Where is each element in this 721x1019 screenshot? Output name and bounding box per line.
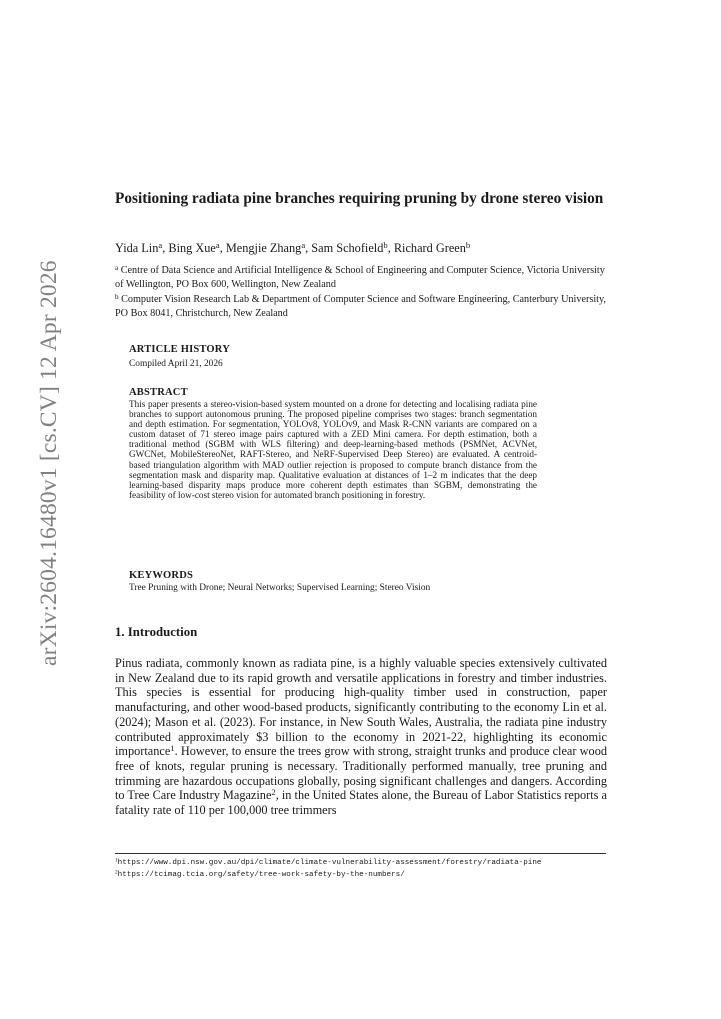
affiliation-b — [115, 293, 610, 320]
author-name: Bing Xue — [168, 241, 216, 255]
paragraph-text: . However, to ensure the trees grow with strong, straight trunks and produce clear wood free of knots, regular pruning is necessary. Traditionally performed manually, tree pruning and trimming are hazardous occupations globally, posing significant challenges and dangers. According to Tree Care Industry Magazine — [115, 744, 607, 803]
affiliation-a — [115, 264, 610, 291]
affiliation-text: Centre of Data Science and Artificial Intelligence & School of Engineering and Computer Science, Victoria University of Wellington, PO Box 600, Wellington, New Zealand — [115, 265, 605, 290]
author-name: Yida Lin — [115, 241, 159, 255]
affiliation-mark: a — [115, 263, 119, 272]
author-affiliation-mark: a — [158, 240, 163, 251]
footnote-url[interactable]: https://tcimag.tcia.org/safety/tree-work-safety-by-the-numbers/ — [117, 871, 405, 879]
author-name: Sam Schofield — [311, 241, 384, 255]
footnote-reference[interactable]: 2 — [271, 787, 276, 798]
author-affiliation-mark: b — [465, 240, 471, 251]
abstract-text: This paper presents a stereo-vision-based system mounted on a drone for detecting and localising radiata pine branches to support autonomous pruning. The proposed pipeline comprises two stages: branch segmentation and depth estimation. For segmentation, YOLOv8, YOLOv9, and Mask R-CNN variants are compared on a custom dataset of 71 stereo image pairs captured with a ZED Mini camera. For depth estimation, both a traditional method (SGBM with WLS filtering) and deep-learning-based methods (PSMNet, ACVNet, GWCNet, MobileStereoNet, RAFT-Stereo, and NeRF-Supervised Deep Stereo) are evaluated. A centroid-based triangulation algorithm with MAD outlier rejection is proposed to compute branch distance from the segmentation mask and disparity map. Qualitative evaluation at distances of 1–2 m indicates that the deep learning-based disparity maps produce more coherent depth estimates than SGBM, demonstrating the feasibility of low-cost stereo vision for automated branch positioning in forestry. — [129, 399, 537, 500]
affiliation-mark: b — [115, 292, 119, 301]
compiled-date: Compiled April 21, 2026 — [129, 359, 223, 369]
author-name: Richard Green — [393, 241, 466, 255]
author-name: Mengjie Zhang — [225, 241, 302, 255]
footnote-mark: 1 — [115, 857, 118, 864]
author-affiliation-mark: a — [301, 240, 306, 251]
keywords-text: Tree Pruning with Drone; Neural Networks; Supervised Learning; Stereo Vision — [129, 583, 431, 593]
article-history-heading: ARTICLE HISTORY — [129, 344, 230, 355]
paragraph-text: , in the United States alone, the Bureau of Labor Statistics reports a fatality rate of 110 per 100,000 tree trimmers — [115, 788, 607, 818]
affiliation-text: Computer Vision Research Lab & Department of Computer Science and Software Engineering, Canterbury University, PO Box 8041, Christchurch, New Zealand — [115, 294, 606, 319]
abstract-heading: ABSTRACT — [129, 387, 188, 398]
footnote-url[interactable]: https://www.dpi.nsw.gov.au/dpi/climate/climate-vulnerability-assessment/forestry/radiata-pine — [117, 859, 542, 867]
arxiv-identifier: arXiv:2604.16480v1 [cs.CV] 12 Apr 2026 — [36, 260, 62, 666]
footnote-mark: 2 — [115, 869, 118, 876]
footnote — [115, 870, 405, 881]
footnote — [115, 858, 541, 869]
keywords-heading: KEYWORDS — [129, 570, 194, 581]
author-affiliation-mark: a — [215, 240, 220, 251]
section-heading-introduction: 1. Introduction — [115, 625, 198, 639]
paper-title: Positioning radiata pine branches requiring pruning by drone stereo vision — [115, 190, 604, 207]
footnote-divider — [115, 853, 606, 854]
author-affiliation-mark: b — [383, 240, 388, 251]
introduction-paragraph — [115, 656, 607, 818]
footnote-reference[interactable]: 1 — [170, 743, 175, 754]
paragraph-text: Pinus radiata, commonly known as radiata pine, is a highly valuable species extensively cultivated in New Zealand due to its rapid growth and versatile applications in forestry and timber industries. This species is essential for producing high-quality timber used in construction, paper manufacturing, and other wood-based products, significantly contributing to the economy Lin et al. (2024); Mason et al. (2023). For instance, in New South Wales, Australia, the radiata pine industry contributed approximately $3 billion to the economy in 2021-22, highlighting its economic importance — [115, 656, 607, 759]
author-list: Yida Lin$^a$, Bing Xue$^a$, Mengjie Zhang$^a$, Sam Schofield$^b$, Richard Green$^b$ — [115, 240, 471, 255]
